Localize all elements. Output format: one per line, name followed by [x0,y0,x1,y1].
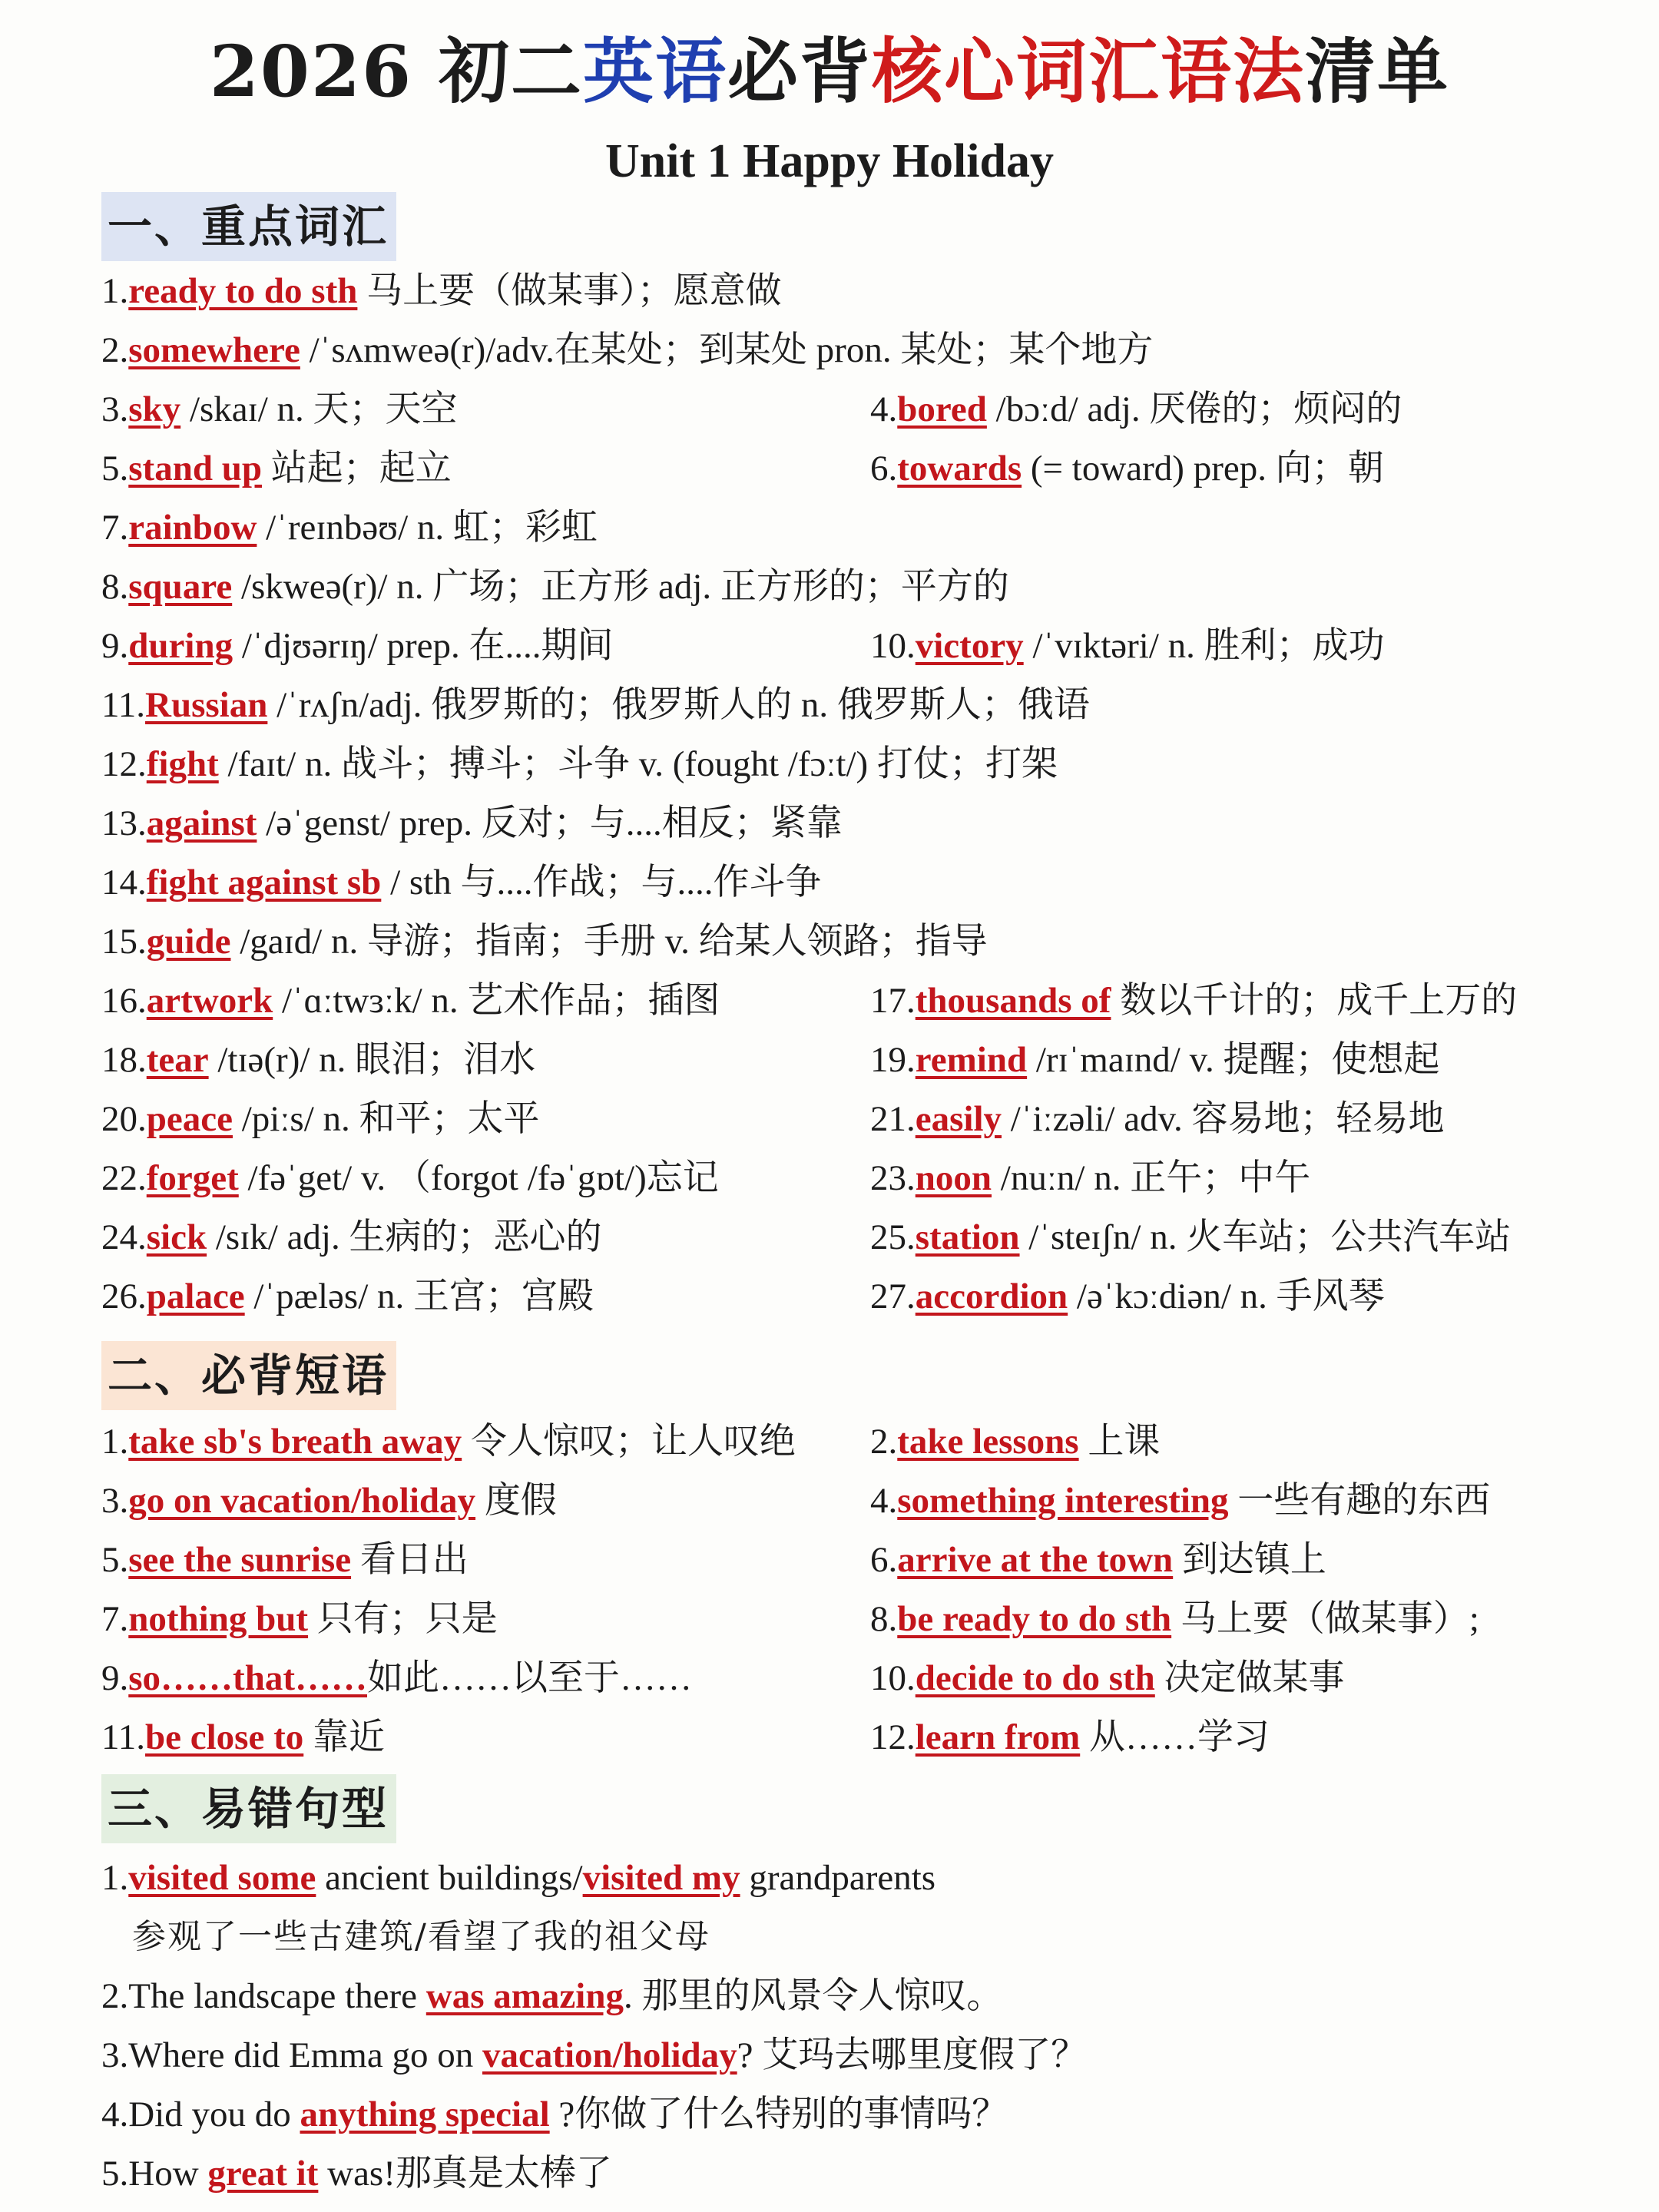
phrase-item: 12.learn from 从……学习 [870,1717,1270,1757]
title-part-grade: 2026 初二 [209,30,584,113]
keyword: Russian [145,685,268,725]
section-heading-vocab: 一、重点词汇 [101,192,396,261]
keyword: towards [897,449,1022,488]
keyword: noon [915,1158,992,1198]
vocab-item: 10.victory /ˈvɪktəri/ n. 胜利；成功 [870,626,1385,666]
keyword: square [128,567,233,607]
sentence-item: 3.Where did Emma go on vacation/holiday? 艾玛去哪里度假了？ [101,2035,1088,2075]
keyword: artwork [146,981,273,1021]
keyword: victory [915,626,1024,666]
vocab-item: 7.rainbow /ˈreɪnbəʊ/ n. 虹；彩虹 [101,508,598,548]
keyword: fight against sb [146,863,382,902]
keyword: so……that…… [128,1658,367,1698]
title-part-core: 核心词汇语法 [872,30,1306,113]
phrase-item: 8.be ready to do sth 马上要（做某事）; [870,1599,1479,1639]
vocab-item: 24.sick /sɪk/ adj. 生病的；恶心的 [101,1217,602,1257]
keyword: forget [146,1158,239,1198]
keyword: sky [128,389,181,429]
vocab-item: 18.tear /tɪə(r)/ n. 眼泪；泪水 [101,1040,536,1080]
keyword: thousands of [915,981,1111,1021]
phrase-item: 7.nothing but 只有；只是 [101,1599,498,1639]
keyword: nothing but [128,1599,309,1639]
keyword: peace [146,1099,233,1139]
phrase-item: 6.arrive at the town 到达镇上 [870,1540,1326,1580]
vocab-item: 12.fight /faɪt/ n. 战斗；搏斗；斗争 v. (fought /fɔːt/) 打仗；打架 [101,744,1058,784]
keyword: take sb's breath away [128,1422,462,1462]
keyword: be close to [145,1717,304,1757]
vocab-item: 11.Russian /ˈrʌʃn/adj. 俄罗斯的；俄罗斯人的 n. 俄罗斯人；俄语 [101,685,1090,725]
phrase-item: 2.take lessons 上课 [870,1422,1161,1462]
sentence-translation: 参观了一些古建筑/看望了我的祖父母 [132,1917,710,1956]
vocab-item: 23.noon /nuːn/ n. 正午；中午 [870,1158,1311,1198]
keyword: easily [915,1099,1002,1139]
vocab-item: 8.square /skweə(r)/ n. 广场；正方形 adj. 正方形的；平方的 [101,567,1009,607]
keyword: guide [146,922,231,962]
sentence-item: 5.How great it was!那真是太棒了 [101,2154,612,2194]
keyword: was amazing [426,1976,624,2016]
keyword: sick [146,1217,207,1257]
keyword: rainbow [128,508,257,548]
keyword: learn from [915,1717,1081,1757]
page-title [0,22,1659,121]
keyword: against [146,803,257,843]
section-heading-phrases: 二、必背短语 [101,1341,396,1410]
phrase-item: 10.decide to do sth 决定做某事 [870,1658,1345,1698]
vocab-item: 14.fight against sb / sth 与....作战；与....作斗争 [101,863,822,902]
phrase-item: 5.see the sunrise 看日出 [101,1540,469,1580]
vocab-item: 3.sky /skaɪ/ n. 天；天空 [101,389,458,429]
keyword: stand up [128,449,262,488]
vocab-item: 15.guide /gaɪd/ n. 导游；指南；手册 v. 给某人领路；指导 [101,922,988,962]
vocab-item: 19.remind /rɪˈmaɪnd/ v. 提醒；使想起 [870,1040,1440,1080]
unit-subtitle: Unit 1 Happy Holiday [605,135,1054,187]
section-heading-sentences: 三、易错句型 [101,1774,396,1843]
vocab-item: 21.easily /ˈiːzəli/ adv. 容易地；轻易地 [870,1099,1445,1139]
phrase-item: 9.so……that……如此……以至于…… [101,1658,692,1698]
phrase-item: 11.be close to 靠近 [101,1717,385,1757]
title-part-list: 清单 [1305,30,1450,113]
keyword: remind [915,1040,1028,1080]
keyword: somewhere [128,330,300,370]
keyword: great it [207,2154,319,2194]
vocab-item: 1.ready to do sth 马上要（做某事）；愿意做 [101,271,782,311]
vocab-item: 5.stand up 站起；起立 [101,449,452,488]
keyword: ready to do sth [128,271,358,311]
title-part-english: 英语 [583,30,728,113]
keyword: take lessons [897,1422,1079,1462]
vocab-item: 6.towards (= toward) prep. 向；朝 [870,449,1384,488]
keyword: accordion [915,1277,1068,1316]
title-part-must-memorize: 必背 [727,30,873,113]
keyword: palace [146,1277,245,1316]
keyword: be ready to do sth [897,1599,1172,1639]
vocab-item: 27.accordion /əˈkɔːdiən/ n. 手风琴 [870,1277,1385,1316]
keyword: arrive at the town [897,1540,1174,1580]
keyword: something interesting [897,1481,1229,1521]
keyword: fight [146,744,219,784]
vocab-item: 9.during /ˈdjʊərɪŋ/ prep. 在....期间 [101,626,614,666]
keyword: station [915,1217,1020,1257]
sentence-item: 4.Did you do anything special ?你做了什么特别的事情吗？ [101,2094,1008,2134]
phrase-item: 1.take sb's breath away 令人惊叹；让人叹绝 [101,1422,796,1462]
keyword: visited my [582,1858,740,1898]
vocab-item: 2.somewhere /ˈsʌmweə(r)/adv.在某处；到某处 pron. 某处；某个地方 [101,330,1154,370]
keyword: visited some [128,1858,316,1898]
keyword: go on vacation/holiday [128,1481,476,1521]
vocab-item: 16.artwork /ˈɑːtwɜːk/ n. 艺术作品；插图 [101,981,720,1021]
keyword: vacation/holiday [482,2035,737,2075]
phrase-item: 3.go on vacation/holiday 度假 [101,1481,557,1521]
sentence-item: 2.The landscape there was amazing. 那里的风景令人惊叹。 [101,1976,1003,2016]
keyword: bored [897,389,987,429]
phrase-item: 4.something interesting 一些有趣的东西 [870,1481,1491,1521]
vocab-item: 13.against /əˈgenst/ prep. 反对；与....相反；紧靠 [101,803,843,843]
keyword: decide to do sth [915,1658,1155,1698]
keyword: anything special [300,2094,550,2134]
vocab-item: 22.forget /fəˈget/ v. （forgot /fəˈgɒt/)忘记 [101,1158,719,1198]
keyword: see the sunrise [128,1540,352,1580]
vocab-item: 26.palace /ˈpæləs/ n. 王宫；宫殿 [101,1277,594,1316]
vocab-item: 4.bored /bɔːd/ adj. 厌倦的；烦闷的 [870,389,1402,429]
sentence-item: 1.visited some ancient buildings/visited my grandparents [101,1858,936,1898]
vocab-item: 25.station /ˈsteɪʃn/ n. 火车站；公共汽车站 [870,1217,1512,1257]
vocab-item: 17.thousands of 数以千计的；成千上万的 [870,981,1518,1021]
keyword: during [128,626,233,666]
keyword: tear [146,1040,209,1080]
vocab-item: 20.peace /piːs/ n. 和平；太平 [101,1099,540,1139]
